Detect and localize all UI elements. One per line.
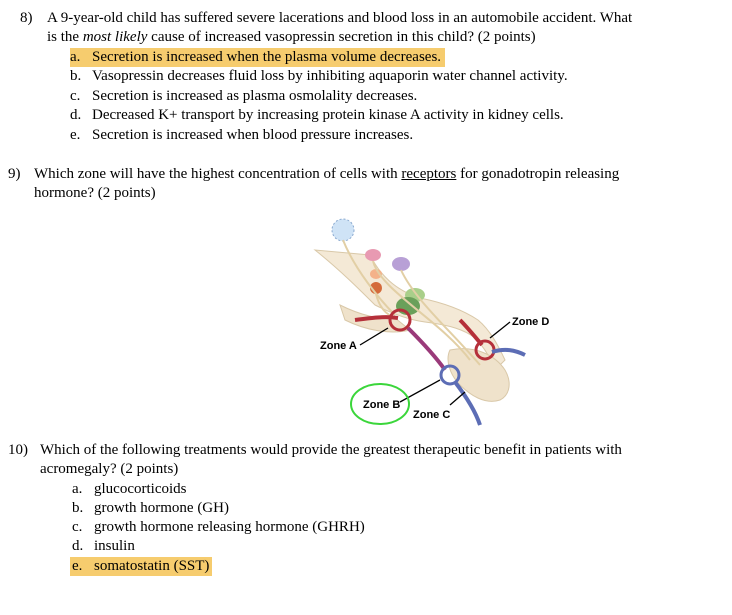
- option-letter: b.: [70, 68, 82, 84]
- neuron-purple: [392, 257, 410, 271]
- q10-option-e[interactable]: [70, 557, 212, 576]
- option-text: Secretion is increased when the plasma volume decreases.: [92, 49, 442, 65]
- q8-option-e[interactable]: [70, 126, 413, 145]
- option-text: somatostatin (SST): [94, 558, 210, 574]
- zone-c-label: Zone C: [413, 409, 451, 421]
- zone-c-arrow: [450, 392, 465, 405]
- question-8-text-line2: is the most likely cause of increased vasopressin secretion in this child? (2 points): [47, 29, 536, 45]
- zone-a-arrow: [360, 328, 388, 345]
- option-letter: a.: [70, 49, 81, 65]
- question-8-text-line1: A 9-year-old child has suffered severe lacerations and blood loss in an automobile accident. What: [47, 10, 633, 26]
- zone-b-arrow: [400, 380, 440, 402]
- option-letter: a.: [72, 481, 83, 497]
- zone-d-label: Zone D: [512, 316, 550, 328]
- option-letter: e.: [70, 127, 81, 143]
- neuron-blue: [332, 219, 354, 241]
- q10-option-d[interactable]: [72, 537, 135, 556]
- q8-option-c[interactable]: [70, 87, 417, 106]
- question-10-number: 10): [8, 442, 28, 458]
- pituitary-diagram: [300, 210, 570, 435]
- option-text: glucocorticoids: [94, 481, 187, 497]
- question-9-text-line1: Which zone will have the highest concentration of cells with receptors for gonadotropin releasing: [34, 166, 620, 182]
- q8-option-d[interactable]: [70, 106, 564, 125]
- option-text: growth hormone (GH): [94, 500, 229, 516]
- option-letter: d.: [70, 107, 82, 123]
- option-letter: c.: [70, 88, 81, 104]
- option-text: Secretion is increased when blood pressure increases.: [92, 127, 414, 143]
- neuron-pink: [365, 249, 381, 261]
- zone-d-arrow: [490, 322, 510, 338]
- option-letter: b.: [72, 500, 84, 516]
- option-text: Secretion is increased as plasma osmolality decreases.: [92, 88, 418, 104]
- option-text: growth hormone releasing hormone (GHRH): [94, 519, 365, 535]
- option-letter: e.: [72, 558, 83, 574]
- portal-vessel: [408, 328, 445, 370]
- option-text: Decreased K+ transport by increasing protein kinase A activity in kidney cells.: [92, 107, 564, 123]
- question-9-text-line2: hormone? (2 points): [34, 185, 156, 201]
- question-10-text-line2: acromegaly? (2 points): [40, 461, 179, 477]
- option-text: insulin: [94, 538, 135, 554]
- q10-option-b[interactable]: [72, 499, 229, 518]
- zone-b-label: Zone B: [363, 399, 401, 411]
- option-text: Vasopressin decreases fluid loss by inhibiting aquaporin water channel activity.: [92, 68, 568, 84]
- option-letter: d.: [72, 538, 84, 554]
- q10-option-a[interactable]: [72, 480, 186, 499]
- option-letter: c.: [72, 519, 83, 535]
- zone-a-label: Zone A: [320, 340, 357, 352]
- q8-option-b[interactable]: [70, 67, 568, 86]
- question-9-number: 9): [8, 166, 21, 182]
- q8-option-a[interactable]: [70, 48, 445, 67]
- question-10-text-line1: Which of the following treatments would provide the greatest therapeutic benefit in patients with: [40, 442, 622, 458]
- q10-option-c[interactable]: [72, 518, 365, 537]
- question-8-number: 8): [20, 10, 33, 26]
